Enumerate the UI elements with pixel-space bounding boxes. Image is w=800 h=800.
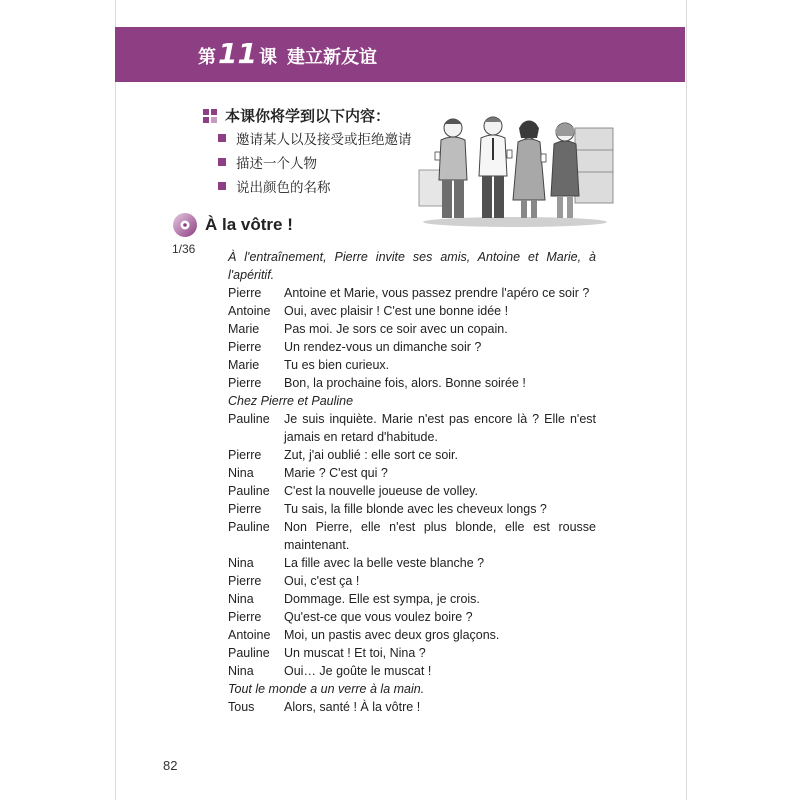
objective-item — [218, 152, 317, 172]
line-text: Antoine et Marie, vous passez prendre l'apéro ce soir ? — [284, 286, 590, 300]
square-bullet-icon — [218, 158, 226, 166]
speaker-name: Nina — [228, 556, 254, 570]
speaker-name: Tous — [228, 700, 255, 714]
speaker-name: Pierre — [228, 574, 262, 588]
section-header — [172, 212, 293, 238]
dialogue-line — [228, 554, 596, 572]
audio-track-number: 1/36 — [172, 242, 196, 256]
objective-text: 邀请某人以及接受或拒绝邀请 — [236, 132, 412, 148]
audio-cd-icon — [172, 212, 198, 238]
speaker-name: Pauline — [228, 520, 270, 534]
line-text: Dommage. Elle est sympa, je crois. — [284, 592, 480, 606]
speaker-name: Pierre — [228, 610, 262, 624]
stage-direction: À l'entraînement, Pierre invite ses amis, Antoine et Marie, à l'apéritif. — [228, 250, 596, 282]
square-bullet-icon — [218, 134, 226, 142]
page-number: 82 — [163, 758, 178, 773]
dialogue-line — [228, 338, 596, 356]
dialogue-line — [228, 644, 596, 662]
stage-direction: Tout le monde a un verre à la main. — [228, 682, 425, 696]
objective-text: 描述一个人物 — [236, 156, 317, 172]
dialogue-line — [228, 698, 596, 716]
speaker-name: Nina — [228, 592, 254, 606]
objective-text: 说出颜色的名称 — [236, 180, 331, 196]
line-text: Non Pierre, elle n'est plus blonde, elle est rousse maintenant. — [284, 520, 596, 552]
dialogue-line — [228, 590, 596, 608]
dialogue-line — [228, 284, 596, 302]
dialogue-line — [228, 446, 596, 464]
lesson-number: 11 — [218, 37, 257, 70]
dialogue-line — [228, 500, 596, 518]
dialogue-line — [228, 482, 596, 500]
square-bullet-icon — [218, 182, 226, 190]
speaker-name: Nina — [228, 466, 254, 480]
line-text: C'est la nouvelle joueuse de volley. — [284, 484, 478, 498]
objectives-heading-text: 本课你将学到以下内容： — [225, 107, 391, 125]
line-text: Qu'est-ce que vous voulez boire ? — [284, 610, 473, 624]
dialogue-line — [228, 518, 596, 554]
lesson-title — [198, 37, 377, 73]
speaker-name: Pierre — [228, 502, 262, 516]
line-text: Marie ? C'est qui ? — [284, 466, 388, 480]
speaker-name: Pierre — [228, 376, 262, 390]
line-text: Bon, la prochaine fois, alors. Bonne soirée ! — [284, 376, 526, 390]
line-text: Un muscat ! Et toi, Nina ? — [284, 646, 426, 660]
stage-direction: Chez Pierre et Pauline — [228, 394, 354, 408]
speaker-name: Marie — [228, 322, 260, 336]
party-illustration — [415, 100, 615, 228]
speaker-name: Antoine — [228, 628, 271, 642]
dialogue-line — [228, 662, 596, 680]
line-text: Zut, j'ai oublié : elle sort ce soir. — [284, 448, 458, 462]
line-text: Moi, un pastis avec deux gros glaçons. — [284, 628, 500, 642]
line-text: Je suis inquiète. Marie n'est pas encore là ? Elle n'est jamais en retard d'habitude. — [284, 412, 596, 444]
objective-item — [218, 128, 412, 148]
lesson-suffix: 课 — [258, 47, 277, 68]
squares-icon — [203, 109, 217, 123]
dialogue-line — [228, 608, 596, 626]
speaker-name: Pauline — [228, 646, 270, 660]
speaker-name: Pierre — [228, 286, 262, 300]
speaker-name: Pauline — [228, 412, 270, 426]
line-text: Un rendez-vous un dimanche soir ? — [284, 340, 482, 354]
line-text: Pas moi. Je sors ce soir avec un copain. — [284, 322, 508, 336]
line-text: Tu es bien curieux. — [284, 358, 390, 372]
dialogue-line — [228, 410, 596, 446]
line-text: Tu sais, la fille blonde avec les cheveux longs ? — [284, 502, 547, 516]
line-text: Oui… Je goûte le muscat ! — [284, 664, 432, 678]
speaker-name: Pierre — [228, 340, 262, 354]
dialogue-line — [228, 572, 596, 590]
speaker-name: Nina — [228, 664, 254, 678]
line-text: Oui, avec plaisir ! C'est une bonne idée ! — [284, 304, 509, 318]
line-text: Oui, c'est ça ! — [284, 574, 360, 588]
speaker-name: Antoine — [228, 304, 271, 318]
speaker-name: Pierre — [228, 448, 262, 462]
section-title: À la vôtre ! — [205, 215, 293, 234]
dialogue-line — [228, 374, 596, 392]
dialogue-text — [228, 248, 596, 716]
dialogue-line — [228, 356, 596, 374]
objectives-heading — [203, 105, 390, 126]
speaker-name: Pauline — [228, 484, 270, 498]
line-text: Alors, santé ! À la vôtre ! — [284, 700, 421, 714]
dialogue-line — [228, 302, 596, 320]
line-text: La fille avec la belle veste blanche ? — [284, 556, 485, 570]
dialogue-line — [228, 320, 596, 338]
lesson-title-text: 建立新友谊 — [286, 47, 377, 68]
lesson-prefix: 第 — [198, 47, 216, 68]
dialogue-line — [228, 626, 596, 644]
speaker-name: Marie — [228, 358, 260, 372]
dialogue-line — [228, 464, 596, 482]
objective-item — [218, 176, 331, 196]
